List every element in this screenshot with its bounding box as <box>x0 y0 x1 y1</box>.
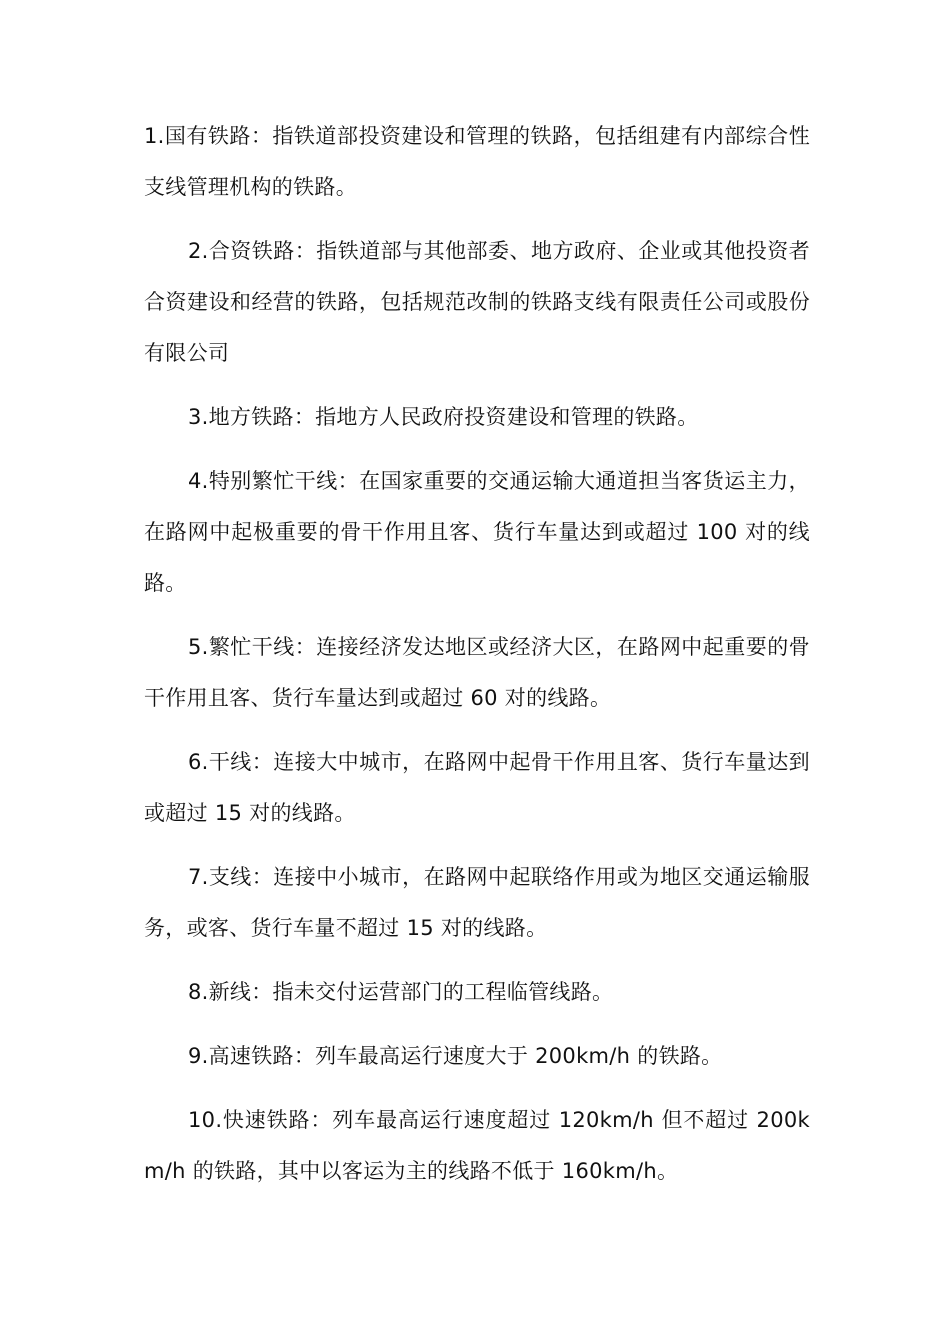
paragraph-national-railway: 1.国有铁路：指铁道部投资建设和管理的铁路，包括组建有内部综合性支线管理机构的铁路。 <box>144 124 810 199</box>
paragraph-trunk-line: 6.干线：连接大中城市，在路网中起骨干作用且客、货行车量达到或超过 15 对的线路。 <box>144 750 810 825</box>
paragraph-high-speed-railway: 9.高速铁路：列车最高运行速度大于 200km/h 的铁路。 <box>188 1044 723 1068</box>
paragraph-local-railway: 3.地方铁路：指地方人民政府投资建设和管理的铁路。 <box>188 405 699 429</box>
paragraph-joint-venture-railway: 2.合资铁路：指铁道部与其他部委、地方政府、企业或其他投资者合资建设和经营的铁路，包括规范改制的铁路支线有限责任公司或股份有限公司 <box>144 239 810 365</box>
paragraph-fast-railway: 10.快速铁路：列车最高运行速度超过 120km/h 但不超过 200km/h 的铁路，其中以客运为主的线路不低于 160km/h。 <box>144 1108 810 1183</box>
paragraph-branch-line: 7.支线：连接中小城市，在路网中起联络作用或为地区交通运输服务，或客、货行车量不超过 15 对的线路。 <box>144 865 810 940</box>
paragraph-busy-trunk-line: 5.繁忙干线：连接经济发达地区或经济大区，在路网中起重要的骨干作用且客、货行车量达到或超过 60 对的线路。 <box>144 635 810 710</box>
paragraph-new-line: 8.新线：指未交付运营部门的工程临管线路。 <box>188 980 614 1004</box>
paragraph-extra-busy-trunk-line: 4.特别繁忙干线：在国家重要的交通运输大通道担当客货运主力，在路网中起极重要的骨干作用且客、货行车量达到或超过 100 对的线路。 <box>144 469 810 595</box>
document-body <box>144 111 810 1210</box>
